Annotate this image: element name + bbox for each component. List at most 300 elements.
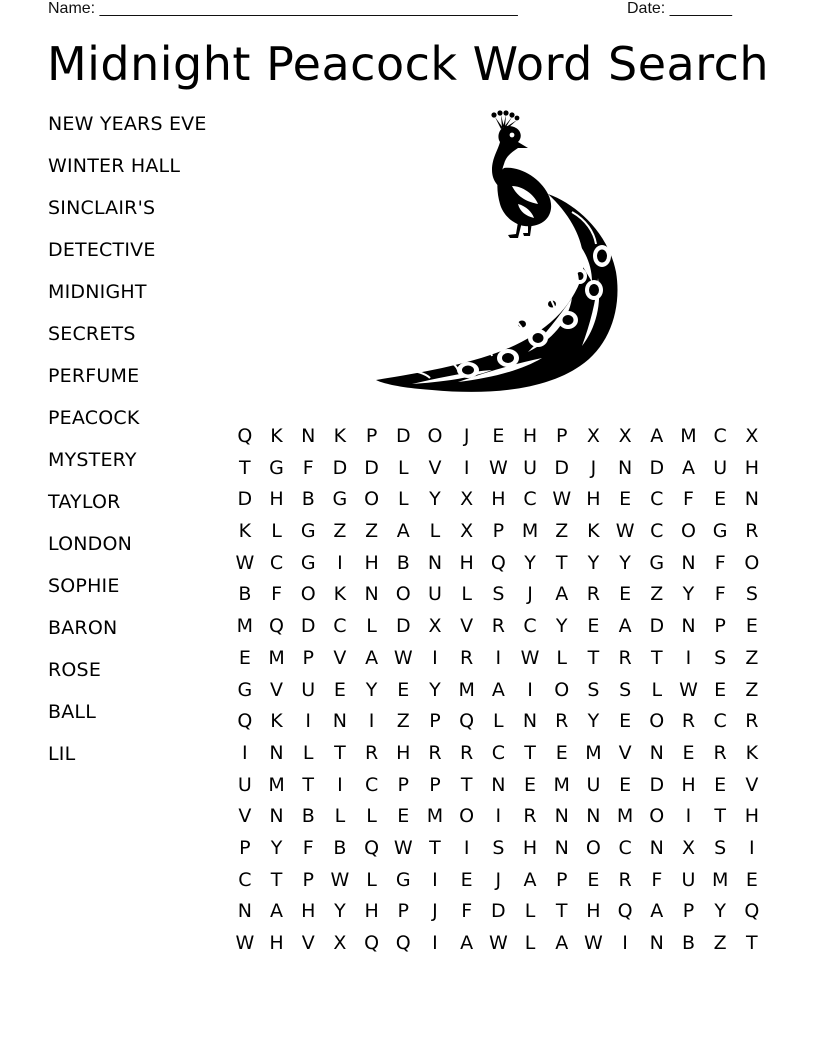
grid-cell: V	[745, 773, 759, 796]
grid-cell: S	[492, 836, 505, 859]
grid-cell: Z	[365, 520, 379, 543]
grid-cell: H	[744, 805, 759, 828]
grid-cell: V	[238, 805, 252, 828]
grid-cell: D	[332, 456, 348, 479]
grid-cell: O	[649, 805, 665, 828]
grid-cell: F	[271, 583, 282, 606]
grid-cell: D	[649, 456, 665, 479]
grid-cell: N	[491, 773, 506, 796]
grid-cell: L	[366, 868, 377, 891]
grid-cell: E	[619, 583, 632, 606]
grid-cell: N	[586, 805, 601, 828]
grid-cell: M	[680, 425, 697, 447]
grid-cell: P	[429, 710, 441, 733]
grid-cell: E	[745, 868, 758, 891]
grid-row	[229, 454, 768, 486]
grid-cell: C	[269, 551, 284, 574]
grid-cell: M	[553, 773, 570, 796]
grid-cell: X	[460, 520, 474, 543]
word-list-item: MYSTERY	[48, 449, 137, 471]
grid-cell: E	[397, 805, 410, 828]
grid-cell: V	[460, 615, 474, 638]
grid-cell: R	[460, 741, 474, 764]
grid-cell: A	[555, 932, 569, 954]
grid-cell: S	[587, 678, 600, 701]
grid-cell: N	[269, 805, 284, 828]
grid-cell: J	[463, 425, 470, 447]
grid-cell: B	[301, 805, 315, 828]
word-list-item: PEACOCK	[48, 407, 140, 429]
grid-cell: T	[746, 932, 758, 954]
grid-cell: E	[619, 488, 632, 511]
grid-cell: E	[238, 646, 251, 669]
grid-cell: X	[333, 932, 347, 954]
grid-cell: I	[749, 836, 755, 859]
grid-cell: Q	[364, 836, 380, 859]
grid-cell: V	[301, 932, 315, 954]
grid-row	[229, 834, 768, 866]
grid-cell: M	[236, 615, 254, 638]
grid-cell: S	[619, 678, 632, 701]
grid-cell: I	[432, 932, 438, 954]
grid-cell: I	[685, 646, 692, 669]
grid-cell: I	[495, 646, 502, 669]
grid-cell: N	[554, 805, 569, 828]
grid-cell: I	[242, 741, 248, 764]
word-list-item: WINTER HALL	[48, 155, 181, 177]
grid-row	[229, 707, 768, 739]
grid-cell: B	[238, 583, 252, 606]
grid-cell: Q	[364, 932, 380, 954]
grid-cell: E	[397, 678, 410, 701]
grid-cell: B	[301, 488, 315, 511]
grid-cell: T	[555, 900, 568, 923]
word-list	[48, 111, 207, 783]
grid-cell: O	[649, 710, 665, 733]
grid-cell: M	[268, 646, 285, 669]
grid-cell: C	[650, 520, 664, 543]
grid-cell: N	[681, 551, 696, 574]
grid-cell: L	[429, 520, 441, 543]
word-list-item: SECRETS	[48, 323, 136, 345]
grid-cell: Z	[745, 646, 759, 669]
grid-cell: Q	[744, 900, 760, 923]
grid-cell: N	[522, 710, 538, 733]
grid-cell: T	[239, 456, 251, 479]
grid-cell: L	[397, 456, 409, 479]
grid-cell: W	[615, 520, 635, 543]
grid-cell: R	[713, 741, 727, 764]
grid-row	[229, 802, 768, 834]
grid-cell: P	[397, 773, 410, 796]
grid-cell: G	[332, 488, 348, 511]
grid-cell: P	[492, 520, 505, 543]
grid-cell: K	[270, 425, 283, 447]
grid-cell: B	[396, 551, 410, 574]
grid-row	[229, 866, 768, 898]
grid-cell: I	[527, 678, 533, 701]
grid-cell: E	[587, 615, 600, 638]
grid-cell: T	[714, 805, 726, 828]
grid-cell: T	[334, 741, 346, 764]
word-list-item: NEW YEARS EVE	[48, 113, 207, 135]
grid-cell: Y	[524, 551, 536, 574]
grid-cell: X	[460, 488, 474, 511]
grid-cell: A	[650, 425, 664, 447]
grid-cell: Z	[396, 710, 410, 733]
grid-cell: I	[463, 836, 470, 859]
grid-cell: K	[333, 583, 347, 606]
grid-cell: Y	[270, 836, 283, 859]
grid-cell: P	[682, 900, 695, 923]
grid-cell: D	[395, 425, 411, 447]
grid-cell: M	[585, 741, 602, 764]
grid-cell: V	[333, 646, 347, 669]
grid-cell: A	[491, 678, 505, 701]
grid-cell: Q	[617, 900, 633, 923]
grid-cell: Y	[682, 583, 695, 606]
grid-cell: C	[491, 741, 505, 764]
grid-cell: Y	[714, 900, 726, 923]
grid-cell: X	[681, 836, 695, 859]
grid-cell: Q	[490, 551, 506, 574]
grid-cell: B	[681, 932, 695, 954]
grid-row	[229, 580, 768, 612]
date-field-line: Date: _______	[627, 0, 732, 17]
grid-cell: Z	[650, 583, 664, 606]
grid-cell: R	[745, 520, 759, 543]
grid-cell: N	[649, 836, 664, 859]
grid-cell: H	[586, 488, 601, 511]
grid-cell: D	[237, 488, 253, 511]
grid-cell: N	[301, 425, 316, 447]
grid-cell: V	[270, 678, 284, 701]
grid-cell: H	[491, 488, 506, 511]
grid-cell: L	[651, 678, 663, 701]
grid-cell: C	[523, 488, 537, 511]
grid-cell: R	[745, 710, 759, 733]
grid-cell: N	[649, 741, 664, 764]
grid-cell: T	[429, 836, 441, 859]
grid-cell: E	[714, 678, 727, 701]
grid-cell: L	[302, 741, 314, 764]
grid-cell: Y	[587, 551, 600, 574]
grid-cell: K	[587, 520, 600, 543]
grid-cell: L	[271, 520, 282, 543]
grid-cell: U	[301, 678, 316, 701]
grid-cell: Y	[365, 678, 378, 701]
grid-cell: D	[649, 615, 665, 638]
peacock-crest	[491, 110, 519, 129]
grid-cell: N	[649, 932, 664, 954]
grid-cell: L	[334, 805, 346, 828]
grid-cell: N	[237, 900, 252, 923]
grid-cell: N	[744, 488, 759, 511]
grid-cell: J	[527, 583, 533, 606]
grid-cell: R	[586, 583, 600, 606]
word-list-item: DETECTIVE	[48, 239, 156, 261]
grid-cell: P	[302, 868, 314, 891]
grid-cell: M	[458, 678, 475, 701]
grid-cell: O	[680, 520, 696, 543]
word-list-item: MIDNIGHT	[48, 281, 147, 303]
grid-cell: C	[713, 425, 727, 447]
grid-cell: D	[554, 456, 570, 479]
grid-cell: N	[617, 456, 633, 479]
word-list-item: LONDON	[48, 533, 133, 555]
grid-cell: W	[235, 551, 255, 574]
grid-cell: Y	[587, 710, 600, 733]
grid-cell: P	[365, 425, 378, 447]
letter-grid	[229, 422, 768, 961]
grid-cell: E	[619, 710, 632, 733]
grid-cell: M	[521, 520, 539, 543]
grid-cell: W	[520, 646, 540, 669]
grid-cell: J	[590, 456, 597, 479]
grid-cell: C	[523, 615, 537, 638]
grid-cell: Q	[459, 710, 475, 733]
grid-cell: M	[711, 868, 729, 891]
grid-cell: O	[744, 551, 760, 574]
grid-cell: Z	[745, 678, 759, 701]
grid-cell: I	[685, 805, 692, 828]
grid-cell: W	[330, 868, 350, 891]
grid-cell: J	[432, 900, 438, 923]
grid-cell: X	[745, 425, 759, 447]
grid-cell: E	[745, 615, 758, 638]
grid-cell: H	[396, 741, 411, 764]
grid-cell: P	[555, 868, 568, 891]
grid-cell: S	[745, 583, 758, 606]
grid-cell: P	[239, 836, 251, 859]
grid-cell: Z	[333, 520, 347, 543]
grid-cell: F	[302, 456, 314, 479]
grid-cell: Q	[269, 615, 285, 638]
grid-cell: R	[523, 805, 537, 828]
grid-cell: P	[714, 615, 726, 638]
grid-cell: I	[305, 710, 312, 733]
grid-cell: Z	[555, 520, 569, 543]
word-list-item: ROSE	[48, 659, 102, 681]
grid-cell: A	[618, 615, 632, 638]
grid-cell: A	[523, 868, 537, 891]
word-list-item: PERFUME	[48, 365, 140, 387]
grid-cell: R	[681, 710, 696, 733]
word-list-item: SOPHIE	[48, 575, 120, 597]
grid-cell: M	[426, 805, 444, 828]
grid-cell: E	[492, 425, 505, 447]
grid-cell: B	[333, 836, 347, 859]
grid-cell: Y	[429, 488, 441, 511]
grid-cell: Y	[429, 678, 441, 701]
grid-cell: M	[616, 805, 634, 828]
grid-cell: C	[333, 615, 347, 638]
grid-cell: G	[395, 868, 411, 891]
grid-cell: L	[524, 932, 536, 954]
grid-cell: G	[300, 520, 316, 543]
grid-cell: Y	[619, 551, 631, 574]
grid-cell: C	[364, 773, 379, 796]
grid-cell: U	[523, 456, 537, 479]
grid-cell: I	[368, 710, 375, 733]
grid-cell: K	[745, 741, 759, 764]
grid-row	[229, 422, 768, 454]
grid-cell: A	[365, 646, 379, 669]
grid-cell: W	[235, 932, 255, 954]
grid-cell: N	[332, 710, 348, 733]
grid-cell: R	[460, 646, 474, 669]
grid-cell: X	[586, 425, 600, 447]
grid-cell: E	[587, 868, 600, 891]
grid-cell: M	[268, 773, 285, 796]
grid-cell: S	[714, 836, 727, 859]
peacock-tail	[376, 194, 618, 392]
grid-cell: P	[555, 425, 568, 447]
grid-cell: R	[491, 615, 505, 638]
grid-cell: T	[650, 646, 663, 669]
grid-row	[229, 485, 768, 517]
grid-cell: O	[395, 583, 411, 606]
grid-cell: K	[238, 520, 252, 543]
grid-cell: O	[364, 488, 380, 511]
grid-cell: U	[713, 456, 728, 479]
grid-cell: Y	[555, 615, 568, 638]
grid-cell: T	[555, 551, 568, 574]
grid-cell: A	[396, 520, 410, 543]
grid-cell: W	[488, 456, 508, 479]
grid-cell: H	[364, 551, 379, 574]
grid-cell: R	[364, 741, 379, 764]
grid-cell: C	[618, 836, 632, 859]
grid-cell: Q	[237, 710, 253, 733]
grid-cell: E	[333, 678, 346, 701]
grid-cell: O	[585, 836, 601, 859]
grid-cell: F	[683, 488, 694, 511]
grid-cell: E	[714, 773, 727, 796]
grid-cell: Z	[713, 932, 727, 954]
grid-cell: F	[714, 551, 726, 574]
peacock-icon	[372, 108, 628, 404]
grid-cell: N	[427, 551, 443, 574]
grid-cell: E	[682, 741, 695, 764]
grid-row	[229, 929, 768, 961]
grid-cell: R	[618, 646, 632, 669]
grid-cell: K	[333, 425, 347, 447]
grid-cell: I	[337, 551, 343, 574]
grid-row	[229, 897, 768, 929]
grid-cell: E	[619, 773, 632, 796]
grid-cell: Q	[237, 425, 253, 447]
grid-cell: H	[522, 836, 538, 859]
grid-cell: T	[587, 646, 600, 669]
grid-cell: L	[461, 583, 472, 606]
word-list-item: SINCLAIR'S	[48, 197, 156, 219]
grid-cell: C	[238, 868, 252, 891]
word-list-item: BARON	[48, 617, 118, 639]
grid-row	[229, 612, 768, 644]
grid-cell: A	[555, 583, 569, 606]
grid-cell: T	[460, 773, 473, 796]
grid-cell: N	[681, 615, 696, 638]
grid-cell: G	[712, 520, 728, 543]
grid-cell: T	[270, 868, 283, 891]
grid-cell: A	[460, 932, 474, 954]
grid-cell: S	[714, 646, 727, 669]
grid-cell: R	[618, 868, 632, 891]
grid-cell: W	[488, 932, 508, 954]
grid-cell: C	[713, 710, 727, 733]
grid-cell: H	[301, 900, 316, 923]
grid-cell: A	[650, 900, 664, 923]
grid-cell: R	[555, 710, 569, 733]
grid-cell: I	[337, 773, 343, 796]
grid-cell: J	[495, 868, 502, 891]
word-list-item: BALL	[48, 701, 97, 723]
grid-cell: G	[300, 551, 316, 574]
grid-cell: H	[459, 551, 474, 574]
grid-cell: X	[618, 425, 632, 447]
grid-cell: I	[432, 646, 438, 669]
grid-cell: F	[302, 836, 314, 859]
grid-cell: L	[556, 646, 568, 669]
grid-row	[229, 771, 768, 803]
name-field-line: Name: _______________________________________________	[48, 0, 518, 17]
grid-row	[229, 517, 768, 549]
grid-cell: D	[491, 900, 506, 923]
grid-cell: E	[524, 773, 537, 796]
grid-cell: W	[584, 932, 603, 954]
grid-row	[229, 739, 768, 771]
grid-cell: T	[524, 741, 536, 764]
grid-cell: K	[270, 710, 283, 733]
grid-cell: G	[237, 678, 253, 701]
grid-cell: H	[586, 900, 601, 923]
grid-cell: O	[427, 425, 443, 447]
grid-cell: U	[681, 868, 696, 891]
grid-cell: U	[586, 773, 601, 796]
grid-cell: D	[364, 456, 379, 479]
grid-cell: H	[269, 488, 284, 511]
grid-cell: V	[428, 456, 442, 479]
grid-cell: I	[495, 805, 502, 828]
grid-cell: O	[459, 805, 475, 828]
grid-cell: W	[393, 836, 413, 859]
grid-cell: E	[555, 741, 568, 764]
grid-cell: T	[302, 773, 315, 796]
grid-cell: D	[300, 615, 316, 638]
grid-cell: L	[397, 488, 409, 511]
grid-cell: P	[397, 900, 410, 923]
grid-row	[229, 549, 768, 581]
grid-cell: W	[679, 678, 698, 701]
grid-cell: O	[300, 583, 316, 606]
grid-cell: D	[649, 773, 665, 796]
grid-cell: L	[524, 900, 536, 923]
grid-cell: P	[302, 646, 314, 669]
grid-cell: L	[493, 710, 504, 733]
grid-cell: L	[366, 615, 377, 638]
grid-cell: L	[366, 805, 377, 828]
grid-cell: R	[428, 741, 442, 764]
grid-cell: D	[395, 615, 411, 638]
grid-cell: Q	[395, 932, 411, 954]
grid-cell: U	[428, 583, 442, 606]
grid-cell: V	[618, 741, 632, 764]
grid-cell: C	[650, 488, 664, 511]
grid-cell: G	[269, 456, 284, 479]
grid-cell: S	[492, 583, 505, 606]
grid-cell: W	[552, 488, 572, 511]
